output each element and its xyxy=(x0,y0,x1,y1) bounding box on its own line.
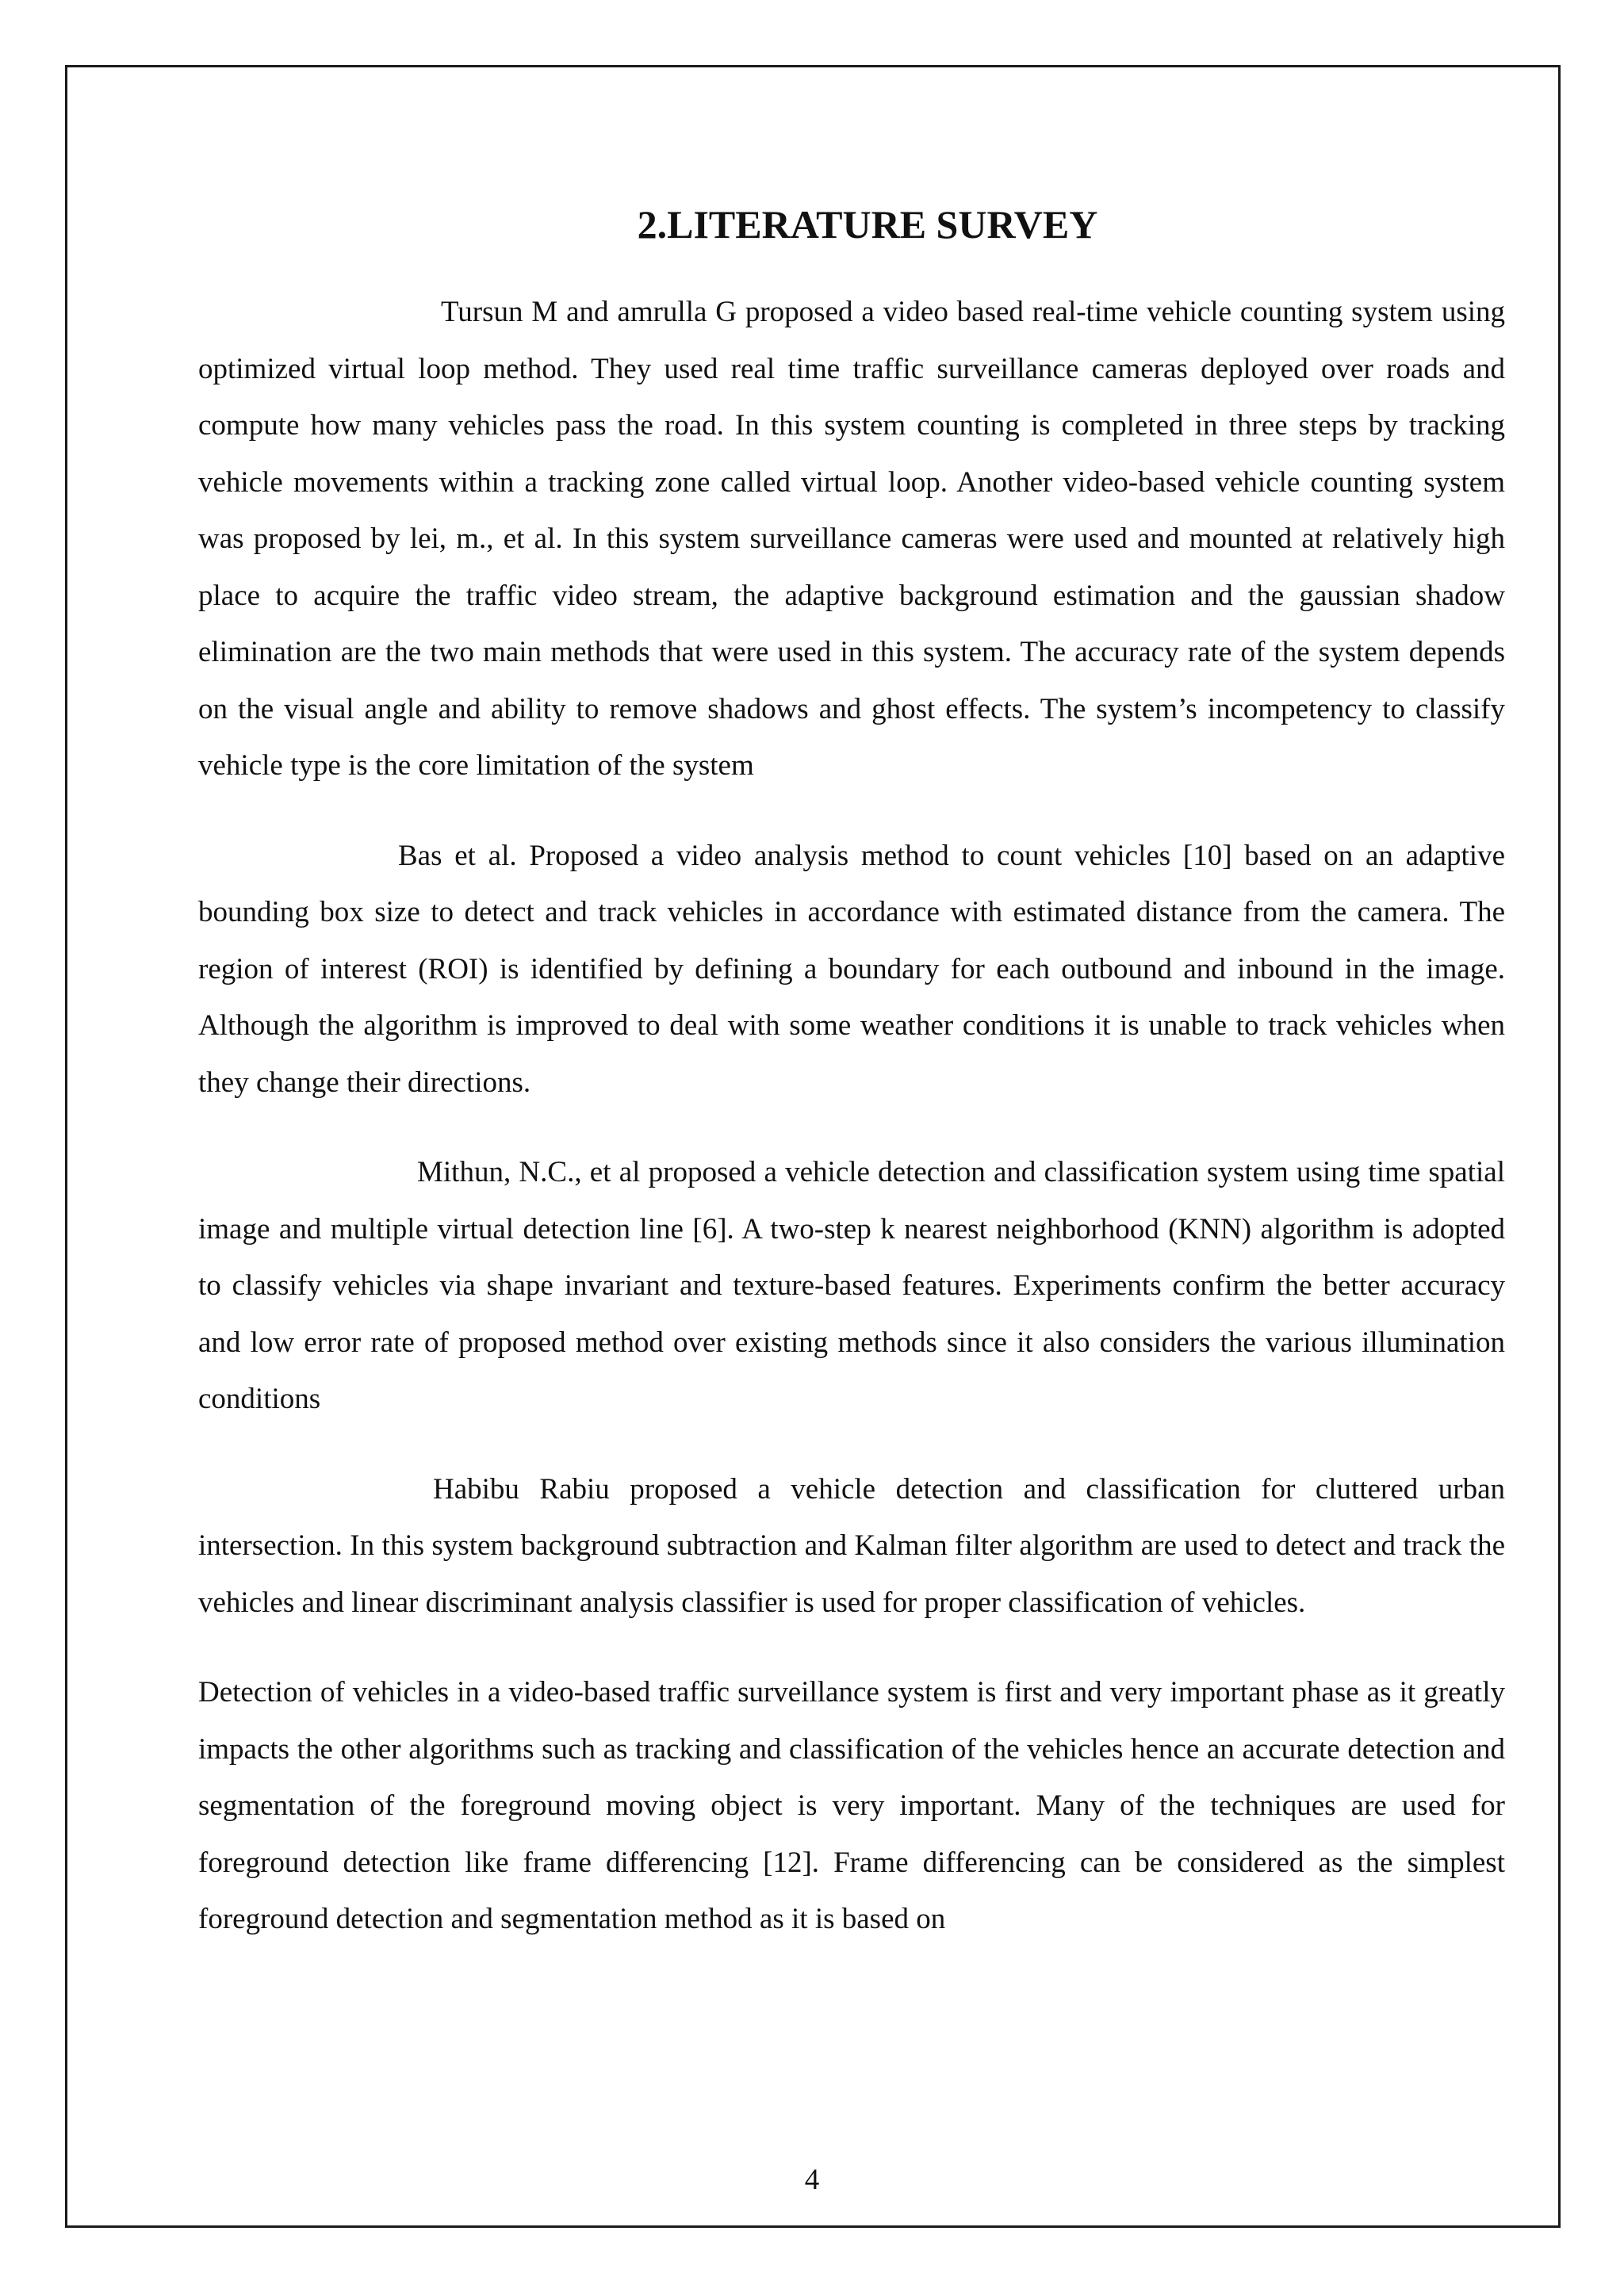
paragraph-mithun: Mithun, N.C., et al proposed a vehicle detection and classification system using time spatial image and multiple virtual detection line [6]. A two-step k nearest neighborhood (KNN) algorithm is adopted to classify vehicles via shape invariant and texture-based features. Experiments confirm the better accuracy and low error rate of proposed method over existing methods since it also considers the various illumination conditions xyxy=(198,1156,1505,1415)
page-number: 4 xyxy=(804,2164,820,2196)
paragraph-habibu: Habibu Rabiu proposed a vehicle detection and classification for cluttered urban intersection. In this system background subtraction and Kalman filter algorithm are used to detect and track the vehicles and linear discriminant analysis classifier is used for proper classification of vehicles. xyxy=(198,1472,1505,1619)
paragraph-bas: Bas et al. Proposed a video analysis method to count vehicles [10] based on an adaptive bounding box size to detect and track vehicles in accordance with estimated distance from the camera. The region of interest (ROI) is identified by defining a boundary for each outbound and inbound in the image. Although the algorithm is improved to deal with some weather conditions it is unable to track vehicles when they change their directions. xyxy=(198,839,1505,1099)
paragraph-tursun: Tursun M and amrulla G proposed a video based real-time vehicle counting system using optimized virtual loop method. They used real time traffic surveillance cameras deployed over roads and compute how many vehicles pass the road. In this system counting is completed in three steps by tracking vehicle movements within a tracking zone called virtual loop. Another video-based vehicle counting system was proposed by lei, m., et al. In this system surveillance cameras were used and mounted at relatively high place to acquire the traffic video stream, the adaptive background estimation and the gaussian shadow elimination are the two main methods that were used in this system. The accuracy rate of the system depends on the visual angle and ability to remove shadows and ghost effects. The system’s incompetency to classify vehicle type is the core limitation of the system xyxy=(198,296,1505,782)
section-title: 2.LITERATURE SURVEY xyxy=(637,202,1098,247)
paragraph-detection: Detection of vehicles in a video-based traffic surveillance system is first and very important phase as it greatly impacts the other algorithms such as tracking and classification of the vehicles hence an accurate detection and segmentation of the foreground moving object is very important. Many of the techniques are used for foreground detection like frame differencing [12]. Frame differencing can be considered as the simplest foreground detection and segmentation method as it is based on xyxy=(198,1676,1505,1935)
page-content xyxy=(198,197,1505,1981)
